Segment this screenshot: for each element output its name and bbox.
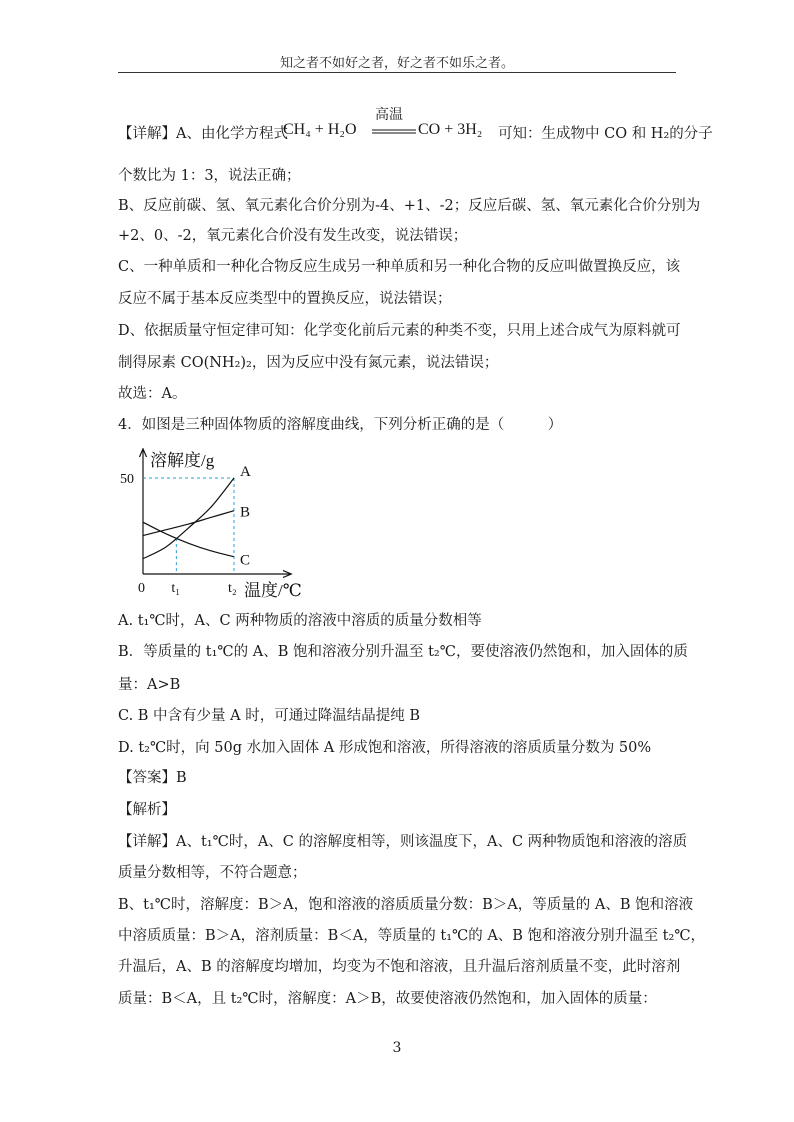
equation-condition: 高温 <box>375 107 403 123</box>
detail-line: 【详解】A、t₁℃时，A、C 的溶解度相等，则该温度下，A、C 两种物质饱和溶液的溶质 <box>118 834 688 850</box>
page-number: 3 <box>392 1040 402 1056</box>
explanation-line: B、反应前碳、氢、氧元素化合价分别为-4、+1、-2；反应后碳、氢、氧元素化合价分别为 <box>118 198 701 214</box>
answer-line: 【答案】B <box>118 770 187 786</box>
explanation-line: 制得尿素 CO(NH₂)₂，因为反应中没有氮元素，说法错误； <box>118 355 499 371</box>
detail-line: B、t₁℃时，溶解度：B＞A，饱和溶液的溶质质量分数：B＞A，等质量的 A、B 饱和溶液 <box>118 897 694 913</box>
explanation-intro: 【详解】A、由化学方程式 <box>118 126 288 142</box>
x-tick-label-t2: t₂ <box>228 581 237 596</box>
y-tick-label-50: 50 <box>120 472 134 487</box>
question-stem: 4．如图是三种固体物质的溶解度曲线，下列分析正确的是（ ） <box>118 417 563 433</box>
detail-line: 中溶质质量：B＞A，溶剂质量：B＜A，等质量的 t₁℃的 A、B 饱和溶液分别升温至 t₂℃， <box>118 928 706 944</box>
equation-reactants: CH₄ + H₂O <box>283 121 357 138</box>
explanation-line: C、一种单质和一种化合物反应生成另一种单质和另一种化合物的反应叫做置换反应，该 <box>118 259 681 275</box>
detail-line: 质量：B＜A，且 t₂℃时，溶解度：A＞B，故要使溶液仍然饱和，加入固体的质量： <box>118 991 657 1007</box>
analysis-heading: 【解析】 <box>118 802 176 818</box>
option-c: C. B 中含有少量 A 时，可通过降温结晶提纯 B <box>118 708 421 724</box>
explanation-line: 故选：A。 <box>118 386 187 402</box>
detail-line: 升温后，A、B 的溶解度均增加，均变为不饱和溶液，且升温后溶剂质量不变，此时溶剂 <box>118 959 681 975</box>
explanation-line: 个数比为 1：3，说法正确； <box>118 168 301 184</box>
x-axis-label: 温度/℃ <box>244 581 302 600</box>
series-label-b: B <box>240 504 251 521</box>
explanation-line: D、依据质量守恒定律可知：化学变化前后元素的种类不变，只用上述合成气为原料就可 <box>118 323 681 339</box>
origin-label: 0 <box>138 581 145 596</box>
option-d: D. t₂℃时，向 50g 水加入固体 A 形成饱和溶液，所得溶液的溶质质量分数为 50% <box>118 740 652 756</box>
explanation-intro-tail: 可知：生成物中 CO 和 H₂的分子 <box>498 126 713 142</box>
equation-products: CO + 3H₂ <box>418 121 483 138</box>
explanation-line: 反应不属于基本反应类型中的置换反应，说法错误； <box>118 291 452 307</box>
explanation-line: +2、0、-2，氧元素化合价没有发生改变，说法错误； <box>118 228 468 244</box>
equation-double-line <box>372 129 416 135</box>
equation-line <box>118 107 713 148</box>
series-curve-a <box>143 478 234 559</box>
series-label-a: A <box>240 464 251 480</box>
option-b: B．等质量的 t₁℃的 A、B 饱和溶液分别升温至 t₂℃，要使溶液仍然饱和，加入固体的质 <box>118 644 688 660</box>
x-tick-label-t1: t₁ <box>171 581 181 596</box>
series-curve-b <box>143 511 234 536</box>
option-b-continued: 量：A>B <box>118 677 181 693</box>
header-divider <box>118 72 676 73</box>
y-axis-label: 溶解度/g <box>150 451 215 470</box>
series-label-c: C <box>240 552 251 569</box>
option-a: A. t₁℃时，A、C 两种物质的溶液中溶质的质量分数相等 <box>118 613 482 629</box>
solubility-chart <box>118 448 318 604</box>
detail-line: 质量分数相等，不符合题意； <box>118 865 307 881</box>
page-header-motto: 知之者不如好之者，好之者不如乐之者。 <box>279 56 514 71</box>
